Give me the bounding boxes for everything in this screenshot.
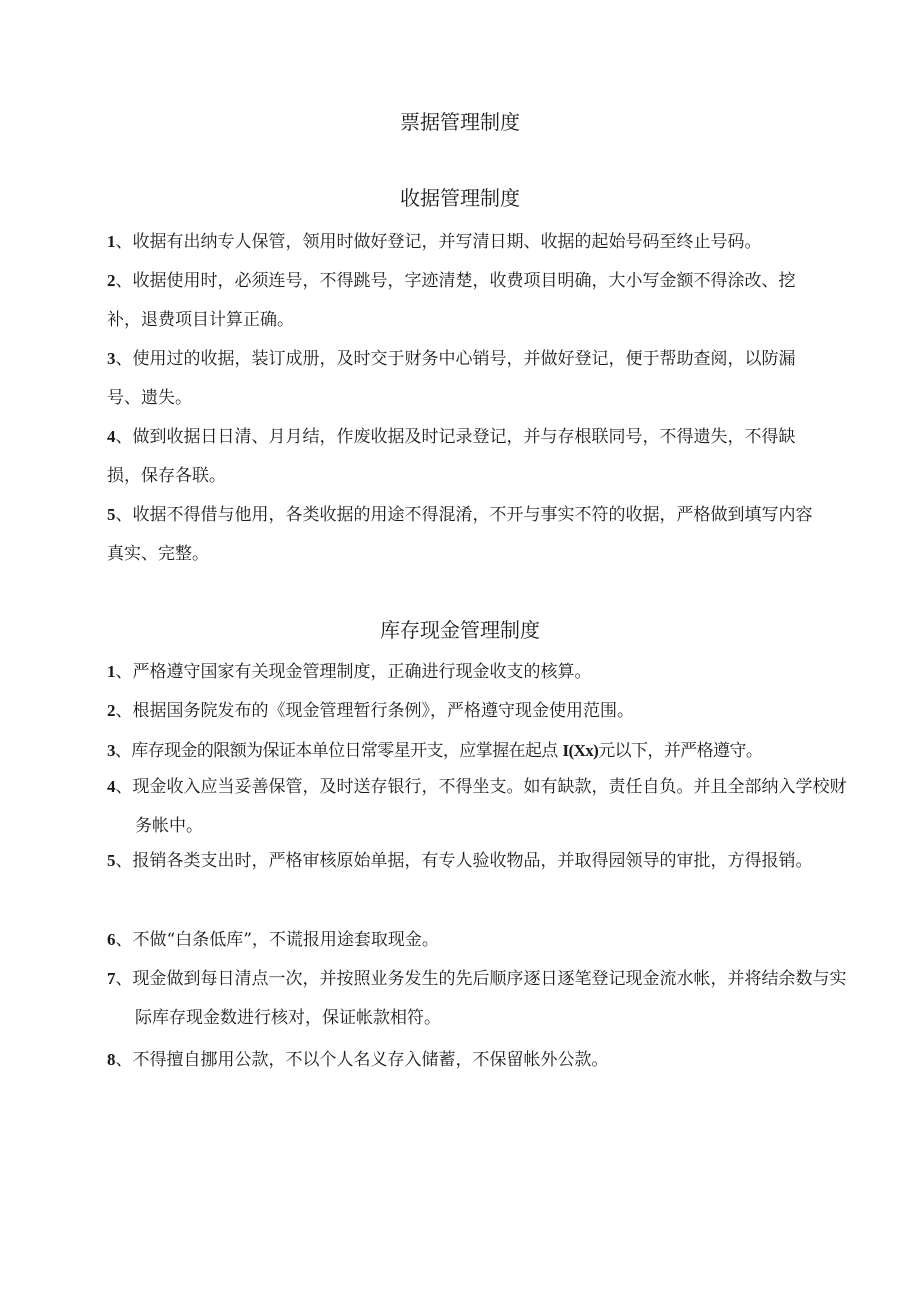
rule-number: 1 xyxy=(107,232,116,251)
rule-text: 、做到收据日日清、月月结，作废收据及时记录登记，并与存根联同号，不得遗失，不得缺损，保存各联。 xyxy=(107,427,796,486)
rule-text: 、不得擅自挪用公款，不以个人名义存入储蓄，不保留帐外公款。 xyxy=(115,1050,609,1070)
rule-number: 4 xyxy=(107,427,116,446)
rule-text: 、收据有出纳专人保管，领用时做好登记，并写清日期、收据的起始号码至终止号码。 xyxy=(115,232,762,252)
receipt-rule-2 xyxy=(107,261,827,340)
rule-text: 、收据不得借与他用，各类收据的用途不得混淆，不开与事实不符的收据，严格做到填写内容真实、完整。 xyxy=(107,505,813,564)
rule-text: 、严格遵守国家有关现金管理制度，正确进行现金收支的核算。 xyxy=(115,662,592,682)
rule-text: 、不做“白条低库”，不谎报用途套取现金。 xyxy=(115,930,439,950)
document-title: 票据管理制度 xyxy=(400,110,520,134)
rule-text-tail: 元以下，并严格遵守。 xyxy=(598,741,763,761)
cash-rule-6 xyxy=(107,920,827,960)
rule-number: 5 xyxy=(107,505,116,524)
cash-rule-7 xyxy=(107,959,855,1038)
rule-number: 8 xyxy=(107,1050,116,1069)
rule-text: 、现金收入应当妥善保管，及时送存银行，不得坐支。如有缺款，责任自负。并且全部纳入学校财务帐中。 xyxy=(115,777,847,836)
section-title-receipt: 收据管理制度 xyxy=(400,186,520,210)
rule-number: 5 xyxy=(107,851,116,870)
cash-rule-5 xyxy=(107,841,855,881)
rule-text: 、收据使用时，必须连号，不得跳号，字迹清楚，收费项目明确，大小写金额不得涂改、挖补，退费项目计算正确。 xyxy=(107,271,796,330)
cash-rule-8 xyxy=(107,1040,827,1080)
cash-rule-2 xyxy=(107,691,827,731)
cash-rule-4 xyxy=(107,767,855,846)
rule-text: 、库存现金的限额为保证本单位日常零星开支，应掌握在起点 xyxy=(114,741,563,761)
rule-number: 7 xyxy=(107,969,116,988)
rule-number: 6 xyxy=(107,930,116,949)
rule-number: 3 xyxy=(107,741,115,760)
cash-limit-amount: I(Xx) xyxy=(562,741,599,760)
receipt-rule-1 xyxy=(107,222,827,262)
rule-number: 1 xyxy=(107,662,116,681)
receipt-rule-3 xyxy=(107,339,827,418)
rule-number: 2 xyxy=(107,271,116,290)
rule-text: 、根据国务院发布的《现金管理暂行条例》，严格遵守现金使用范围。 xyxy=(115,701,634,721)
receipt-rule-5 xyxy=(107,495,827,574)
rule-number: 4 xyxy=(107,777,116,796)
rule-text: 、现金做到每日清点一次，并按照业务发生的先后顺序逐日逐笔登记现金流水帐，并将结余数与实际库存现金数进行核对，保证帐款相符。 xyxy=(115,969,847,1028)
rule-text: 、报销各类支出时，严格审核原始单据，有专人验收物品，并取得园领导的审批，方得报销。 xyxy=(115,851,813,871)
rule-number: 3 xyxy=(107,349,116,368)
rule-text: 、使用过的收据，装订成册，及时交于财务中心销号，并做好登记，便于帮助查阅，以防漏号、遗失。 xyxy=(107,349,796,408)
cash-rule-3 xyxy=(107,731,837,771)
section-title-cash: 库存现金管理制度 xyxy=(380,618,540,642)
rule-number: 2 xyxy=(107,701,116,720)
cash-rule-1 xyxy=(107,652,827,692)
receipt-rule-4 xyxy=(107,417,827,496)
